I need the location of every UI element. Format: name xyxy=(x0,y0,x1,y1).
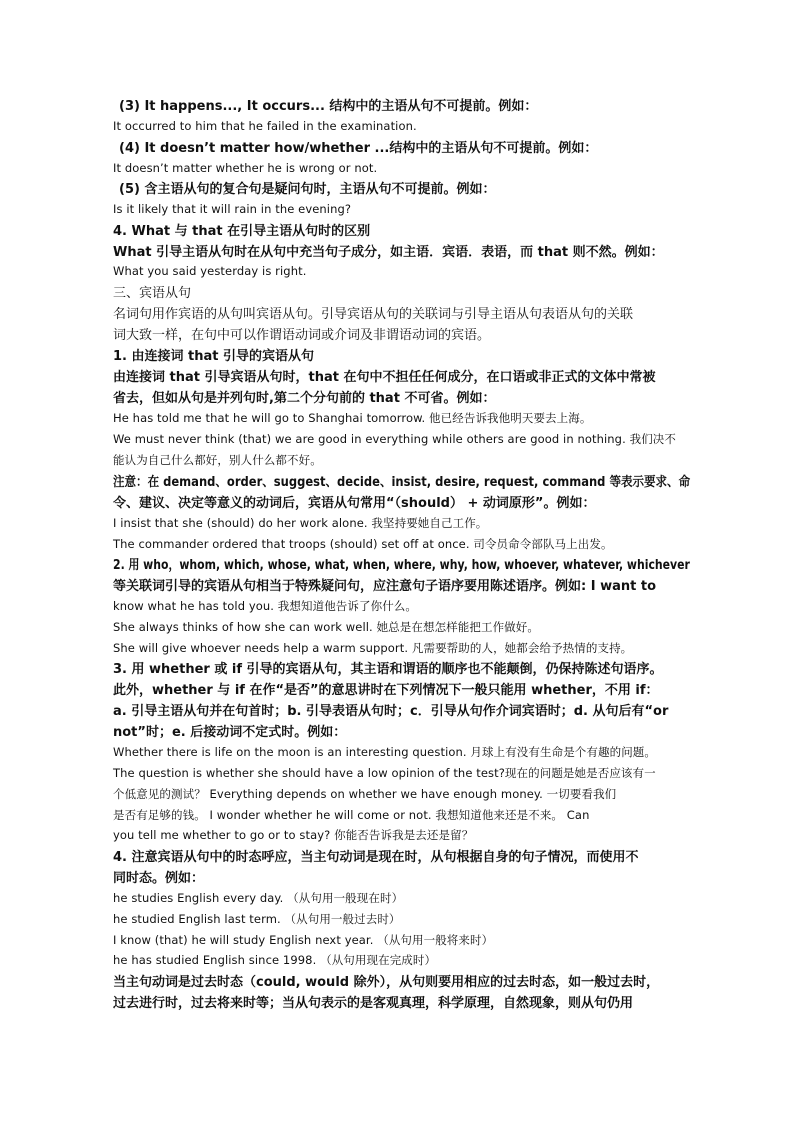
text-line: 省去，但如从句是并列句时,第二个分句前的 that 不可省。例如： xyxy=(113,391,496,406)
text-line: you tell me whether to go or to stay? 你能否告诉我是去还是留？ xyxy=(113,828,474,842)
text-line: 名词句用作宾语的从句叫宾语从句。引导宾语从句的关联词与引导主语从句表语从句的关联 xyxy=(113,307,634,322)
text-line: She will give whoever needs help a warm support. 凡需要帮助的人，她都会给予热情的支持。 xyxy=(113,641,633,655)
text-line: 令、建议、决定等意义的动词后，宾语从句常用“（should） + 动词原形”。例如： xyxy=(113,496,596,511)
text-line: 注意：在 demand、order、suggest、decide、insist, desire, request, command 等表示要求、命 xyxy=(113,475,691,490)
text-line: She always thinks of how she can work well. 她总是在想怎样能把工作做好。 xyxy=(113,620,539,634)
text-line: What 引导主语从句时在从句中充当句子成分，如主语．宾语．表语，而 that 则不然。例如： xyxy=(113,245,664,260)
text-line: We must never think (that) we are good in everything while others are good in nothing. 我们决不 xyxy=(113,432,676,446)
text-line: 过去进行时，过去将来时等；当从句表示的是客观真理，科学原理，自然现象，则从句仍用 xyxy=(113,996,634,1011)
text-line: 当主句动词是过去时态（could, would 除外），从句则要用相应的过去时态，如一般过去时， xyxy=(113,975,660,990)
text-line: 由连接词 that 引导宾语从句时，that 在句中不担任任何成分，在口语或非正式的文体中常被 xyxy=(113,370,656,385)
text-line: I know (that) he will study English next year. （从句用一般将来时） xyxy=(113,933,494,947)
text-line: Whether there is life on the moon is an interesting question. 月球上有没有生命是个有趣的问题。 xyxy=(113,745,656,759)
text-line: I insist that she (should) do her work alone. 我坚持要她自己工作。 xyxy=(113,516,488,530)
text-line: he has studied English since 1998. （从句用现在完成时） xyxy=(113,953,437,967)
text-line: The commander ordered that troops (should) set off at once. 司令员命令部队马上出发。 xyxy=(113,537,613,551)
text-line: 词大致一样，在句中可以作谓语动词或介词及非谓语动词的宾语。 xyxy=(113,328,491,343)
text-line: not”时；e. 后接动词不定式时。例如： xyxy=(113,725,347,740)
text-line: Is it likely that it will rain in the evening? xyxy=(113,202,352,216)
text-line: (4) It doesn’t matter how/whether ...结构中的主语从句不可提前。例如： xyxy=(119,141,598,156)
text-line: (3) It happens..., It occurs... 结构中的主语从句不可提前。例如： xyxy=(119,99,538,114)
text-line: 此外，whether 与 if 在作“是否”的意思讲时在下列情况下一般只能用 whether，不用 if： xyxy=(113,683,659,698)
text-line: 等关联词引导的宾语从句相当于特殊疑问句，应注意句子语序要用陈述语序。例如: I want to xyxy=(113,579,657,594)
text-line: The question is whether she should have a low opinion of the test?现在的问题是她是否应该有一 xyxy=(113,766,656,780)
text-line: 同时态。例如： xyxy=(113,871,205,886)
text-line: 2. 用 who，whom, which, whose, what, when, where, why, how, whoever, whatever, whichever xyxy=(113,558,690,573)
text-line: he studies English every day. （从句用一般现在时） xyxy=(113,891,404,905)
text-line: What you said yesterday is right. xyxy=(113,264,307,278)
text-line: 个低意见的测试？ Everything depends on whether we have enough money. 一切要看我们 xyxy=(113,787,617,801)
text-line: know what he has told you. 我想知道他告诉了你什么。 xyxy=(113,599,417,613)
text-line: 3. 用 whether 或 if 引导的宾语从句，其主语和谓语的顺序也不能颠倒，仍保持陈述句语序。 xyxy=(113,662,663,677)
text-line: (5) 含主语从句的复合句是疑问句时，主语从句不可提前。例如： xyxy=(119,182,496,197)
text-line: a. 引导主语从句并在句首时；b. 引导表语从句时；c．引导从句作介词宾语时；d. 从句后有“or xyxy=(113,704,669,719)
text-line: It doesn’t matter whether he is wrong or not. xyxy=(113,161,378,175)
text-line: 是否有足够的钱。 I wonder whether he will come or not. 我想知道他来还是不来。 Can xyxy=(113,808,590,822)
text-line: It occurred to him that he failed in the examination. xyxy=(113,119,417,133)
text-line: He has told me that he will go to Shanghai tomorrow. 他已经告诉我他明天要去上海。 xyxy=(113,411,592,425)
text-line: 4. 注意宾语从句中的时态呼应，当主句动词是现在时，从句根据自身的句子情况，而使用不 xyxy=(113,850,639,865)
text-line: 能认为自己什么都好，别人什么都不好。 xyxy=(113,453,322,467)
section-heading: 4. What 与 that 在引导主语从句时的区别 xyxy=(113,224,371,239)
section-heading: 三、宾语从句 xyxy=(113,286,192,301)
text-line: he studied English last term. （从句用一般过去时） xyxy=(113,912,401,926)
section-heading: 1. 由连接词 that 引导的宾语从句 xyxy=(113,349,315,364)
